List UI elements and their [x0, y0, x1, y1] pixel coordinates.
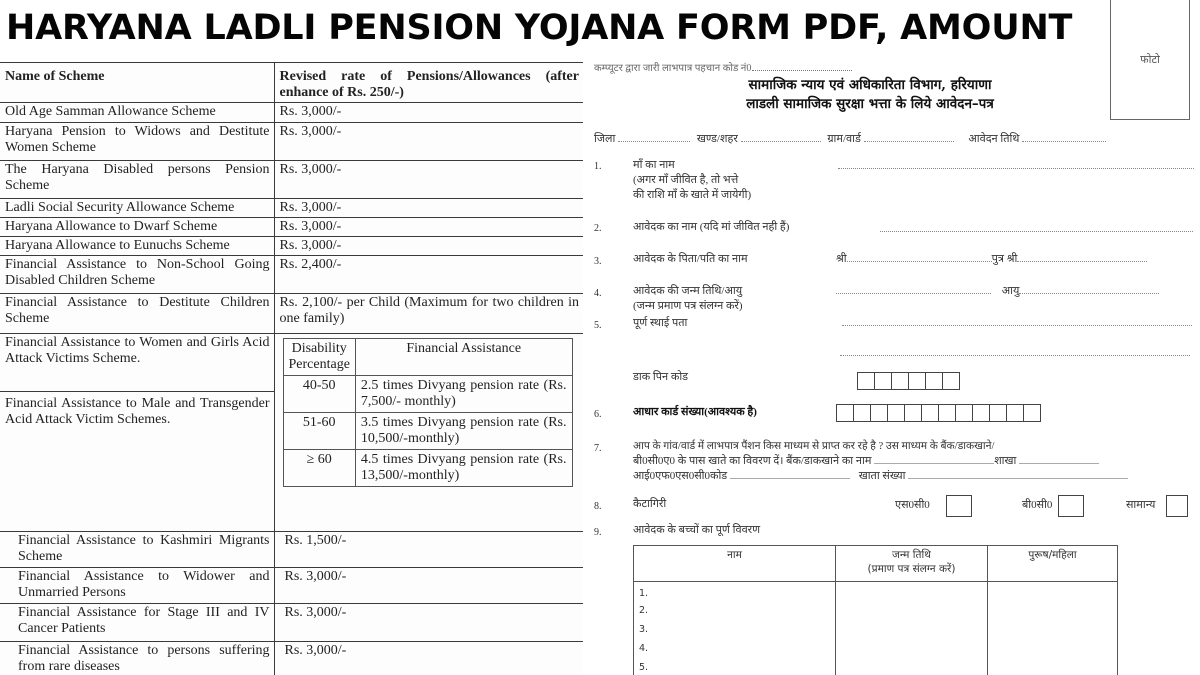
child-dob-cell[interactable]: [836, 620, 988, 639]
bank-details-question: आप के गांव/वार्ड में लाभपात्र पैंशन किस माध्यम से प्राप्त कर रहे है ? उस माध्यम के बैंक/डाकखाने/: [633, 441, 995, 452]
child-dob-cell[interactable]: [836, 658, 988, 675]
photo-label: फोटो: [1140, 52, 1160, 66]
pin-code-label: डाक पिन कोड: [633, 371, 689, 383]
disability-row: [283, 450, 572, 487]
account-number-field[interactable]: [908, 469, 1128, 479]
bank-name-label: बी0सी0ए0 के पास खाते का विवरण दें। बैंक/डाकखाने का नाम: [633, 455, 872, 467]
beneficiary-code-field[interactable]: [752, 70, 852, 71]
header-dob-note: (प्रमाण पत्र संलग्न करें): [867, 563, 956, 575]
age-label: आयु: [1001, 285, 1020, 297]
scheme-rate: Rs. 1,500/-: [274, 532, 583, 568]
block-city-label: खण्ड/शहर: [696, 133, 738, 145]
scheme-rate: Rs. 3,000/-: [274, 237, 583, 256]
pin-code-digit[interactable]: [926, 372, 943, 390]
scheme-rate: Rs. 3,000/-: [274, 199, 583, 218]
scheme-name: Ladli Social Security Allowance Scheme: [0, 199, 274, 218]
village-ward-field[interactable]: [864, 132, 954, 142]
category-bc-checkbox[interactable]: [1058, 495, 1084, 517]
scheme-name: Financial Assistance to Destitute Children Scheme: [0, 294, 274, 334]
scheme-rates-table: [0, 62, 583, 675]
beneficiary-code-label: कम्प्यूटर द्वारा जारी लाभपात्र पहचान कोड नं0: [594, 63, 752, 74]
disability-percentage: ≥ 60: [283, 450, 355, 487]
table-row-acid-attack-women: [0, 334, 583, 392]
disability-row: [283, 376, 572, 413]
child-row: [634, 582, 1118, 601]
pin-code-digit[interactable]: [875, 372, 892, 390]
item-number: 8.: [594, 501, 602, 512]
table-row: [0, 294, 583, 334]
village-ward-label: ग्राम/वार्ड: [827, 133, 861, 145]
mother-name-note: (अगर माँ जीवित है, तो भत्ते: [633, 174, 739, 186]
dob-note: (जन्म प्रमाण पत्र संलग्न करें): [633, 300, 743, 312]
scheme-name: Financial Assistance to Widower and Unmarried Persons: [0, 568, 274, 604]
scheme-rate: Rs. 2,400/-: [274, 256, 583, 294]
aadhaar-number-label: आधार कार्ड संख्या(आवश्यक है): [633, 406, 757, 418]
header-child-gender: पुरूष/महिला: [988, 546, 1118, 582]
item-number: 2.: [594, 223, 602, 234]
district-field[interactable]: [618, 132, 690, 142]
scheme-name: Financial Assistance to Male and Transgender Acid Attack Victim Schemes.: [0, 392, 274, 532]
scheme-rate: Rs. 3,000/-: [274, 568, 583, 604]
child-name-cell[interactable]: 4.: [634, 639, 836, 658]
aadhaar-digit[interactable]: [922, 404, 939, 422]
application-date-label: आवेदन तिथि: [968, 133, 1020, 145]
department-name: सामाजिक न्याय एवं अधिकारिता विभाग, हरियाणा: [748, 77, 992, 93]
branch-label: शाखा: [994, 455, 1017, 467]
child-gender-cell[interactable]: [988, 582, 1118, 601]
child-name-cell[interactable]: 3.: [634, 620, 836, 639]
item-number: 6.: [594, 409, 602, 420]
disability-assistance-table: [283, 338, 573, 487]
district-label: जिला: [594, 133, 616, 145]
disability-header-row: [283, 339, 572, 376]
scheme-name: Financial Assistance to Non-School Going Disabled Children Scheme: [0, 256, 274, 294]
table-header-row: [0, 63, 583, 103]
scheme-rate: Rs. 3,000/-: [274, 218, 583, 237]
item-number: 5.: [594, 320, 602, 331]
table-row: [0, 568, 583, 604]
aadhaar-digit[interactable]: [973, 404, 990, 422]
form-title: [700, 76, 1040, 114]
aadhaar-digit[interactable]: [990, 404, 1007, 422]
aadhaar-digit[interactable]: [905, 404, 922, 422]
photo-box: [1110, 0, 1190, 120]
scheme-name: Haryana Allowance to Dwarf Scheme: [0, 218, 274, 237]
page-headline: HARYANA LADLI PENSION YOJANA FORM PDF, AMOUNT: [6, 8, 1073, 48]
son-of-field[interactable]: [1017, 252, 1147, 262]
table-row: [0, 199, 583, 218]
category-label: कैटागिरी: [633, 498, 667, 510]
mother-name-field[interactable]: [838, 168, 1194, 169]
scheme-rate: Rs. 3,000/-: [274, 123, 583, 161]
bank-details-group: [633, 439, 1193, 484]
category-bc-label: बी0सी0: [1022, 499, 1053, 511]
scheme-name: Old Age Samman Allowance Scheme: [0, 103, 274, 123]
children-details-label: आवेदक के बच्चों का पूर्ण विवरण: [633, 524, 761, 536]
aadhaar-number-boxes[interactable]: [836, 404, 1041, 422]
branch-field[interactable]: [1019, 454, 1099, 464]
child-row: [634, 639, 1118, 658]
aadhaar-digit[interactable]: [939, 404, 956, 422]
category-general-checkbox[interactable]: [1166, 495, 1188, 517]
child-gender-cell[interactable]: [988, 601, 1118, 620]
table-row: [0, 123, 583, 161]
dob-age-row: [836, 284, 1159, 299]
pin-code-digit[interactable]: [858, 372, 875, 390]
aadhaar-digit[interactable]: [871, 404, 888, 422]
pin-code-boxes[interactable]: [857, 372, 960, 390]
scheme-name: The Haryana Disabled persons Pension Scheme: [0, 161, 274, 199]
scheme-rate: Rs. 3,000/-: [274, 161, 583, 199]
table-row: [0, 642, 583, 675]
bank-name-row: [633, 454, 1193, 469]
disability-rate-cell: [274, 334, 583, 532]
aadhaar-digit[interactable]: [956, 404, 973, 422]
application-date-field[interactable]: [1022, 132, 1106, 142]
child-dob-cell[interactable]: [836, 601, 988, 620]
form-name: लाडली सामाजिक सुरक्षा भत्ता के लिये आवेदन–पत्र: [746, 96, 994, 112]
ifsc-account-row: [633, 469, 1193, 484]
header-scheme-name: Name of Scheme: [0, 63, 274, 103]
item-number: 4.: [594, 288, 602, 299]
scheme-name: Haryana Pension to Widows and Destitute Women Scheme: [0, 123, 274, 161]
table-row: [0, 604, 583, 642]
father-husband-name-row: [836, 252, 1147, 267]
item-number: 7.: [594, 443, 602, 454]
aadhaar-digit[interactable]: [888, 404, 905, 422]
age-field[interactable]: [1019, 284, 1159, 294]
scheme-name: Financial Assistance to persons suffering from rare diseases: [0, 642, 274, 675]
child-row: [634, 601, 1118, 620]
scheme-name: Financial Assistance to Kashmiri Migrants Scheme: [0, 532, 274, 568]
header-child-name: नाम: [634, 546, 836, 582]
assistance-amount: 2.5 times Divyang pension rate (Rs. 7,500/- monthly): [355, 376, 572, 413]
assistance-amount: 4.5 times Divyang pension rate (Rs. 13,500/-monthly): [355, 450, 572, 487]
table-row: [0, 532, 583, 568]
category-general-label: सामान्य: [1126, 499, 1156, 511]
scheme-rate: Rs. 3,000/-: [274, 604, 583, 642]
header-revised-rate: Revised rate of Pensions/Allowances (after enhance of Rs. 250/-): [274, 63, 583, 103]
child-gender-cell[interactable]: [988, 620, 1118, 639]
header-child-dob: [836, 546, 988, 582]
block-city-field[interactable]: [741, 132, 821, 142]
header-dob-label: जन्म तिथि: [892, 549, 931, 561]
mother-name-label-group: [633, 158, 751, 203]
aadhaar-digit[interactable]: [837, 404, 854, 422]
bank-name-field[interactable]: [874, 454, 994, 464]
applicant-name-label: आवेदक का नाम (यदि मां जीवित नही हैं): [633, 221, 790, 233]
pin-code-digit[interactable]: [892, 372, 909, 390]
aadhaar-digit[interactable]: [854, 404, 871, 422]
aadhaar-digit[interactable]: [1007, 404, 1024, 422]
child-dob-cell[interactable]: [836, 639, 988, 658]
header-financial-assistance: Financial Assistance: [355, 339, 572, 376]
child-name-cell[interactable]: 2.: [634, 601, 836, 620]
dob-age-label: आवेदक की जन्म तिथि/आयु: [633, 285, 743, 297]
dob-label-group: [633, 284, 743, 314]
account-number-label: खाता संख्या: [858, 470, 906, 482]
table-row: [0, 237, 583, 256]
location-fields-row: [594, 132, 1106, 147]
children-details-table: [633, 545, 1118, 675]
pin-code-digit[interactable]: [909, 372, 926, 390]
table-row: [0, 218, 583, 237]
applicant-name-field[interactable]: [880, 231, 1193, 232]
disability-row: [283, 413, 572, 450]
child-gender-cell[interactable]: [988, 658, 1118, 675]
child-name-cell[interactable]: 5.: [634, 658, 836, 675]
aadhaar-digit[interactable]: [1024, 404, 1041, 422]
child-dob-cell[interactable]: [836, 582, 988, 601]
disability-percentage: 51-60: [283, 413, 355, 450]
ifsc-label: आई0एफ0एस0सी0कोड: [633, 470, 728, 482]
permanent-address-field-line2[interactable]: [840, 355, 1190, 356]
table-row: [0, 103, 583, 123]
category-sc-label: एस0सी0: [895, 499, 930, 511]
scheme-rate: Rs. 2,100/- per Child (Maximum for two children in one family): [274, 294, 583, 334]
child-name-cell[interactable]: 1.: [634, 582, 836, 601]
table-row: [0, 161, 583, 199]
pin-code-digit[interactable]: [943, 372, 960, 390]
scheme-rate: Rs. 3,000/-: [274, 103, 583, 123]
scheme-rate: Rs. 3,000/-: [274, 642, 583, 675]
item-number: 3.: [594, 256, 602, 267]
son-of-label: पुत्र श्री: [991, 253, 1018, 265]
father-husband-name-field[interactable]: [847, 252, 992, 262]
permanent-address-label: पूर्ण स्थाई पता: [633, 317, 688, 329]
child-gender-cell[interactable]: [988, 639, 1118, 658]
item-number: 9.: [594, 527, 602, 538]
child-row: [634, 620, 1118, 639]
mother-name-label: माँ का नाम: [633, 159, 675, 171]
beneficiary-code-line: [594, 60, 852, 74]
ifsc-field[interactable]: [730, 469, 850, 479]
permanent-address-field-line1[interactable]: [842, 325, 1192, 326]
father-husband-name-label: आवेदक के पिता/पति का नाम: [633, 253, 748, 265]
children-table-header: [634, 546, 1118, 582]
scheme-name: Haryana Allowance to Eunuchs Scheme: [0, 237, 274, 256]
dob-field[interactable]: [836, 284, 991, 294]
scheme-name: Financial Assistance to Women and Girls Acid Attack Victims Scheme.: [0, 334, 274, 392]
scheme-name: Financial Assistance for Stage III and IV Cancer Patients: [0, 604, 274, 642]
header-disability-percentage: Disability Percentage: [283, 339, 355, 376]
category-sc-checkbox[interactable]: [946, 495, 972, 517]
scheme-rates-document: [0, 62, 583, 675]
shri-prefix: श्री: [836, 253, 847, 265]
mother-name-note: की राशि माँ के खाते में जायेगी): [633, 189, 752, 201]
item-number: 1.: [594, 161, 602, 172]
assistance-amount: 3.5 times Divyang pension rate (Rs. 10,500/-monthly): [355, 413, 572, 450]
child-row: [634, 658, 1118, 675]
table-row: [0, 256, 583, 294]
disability-percentage: 40-50: [283, 376, 355, 413]
